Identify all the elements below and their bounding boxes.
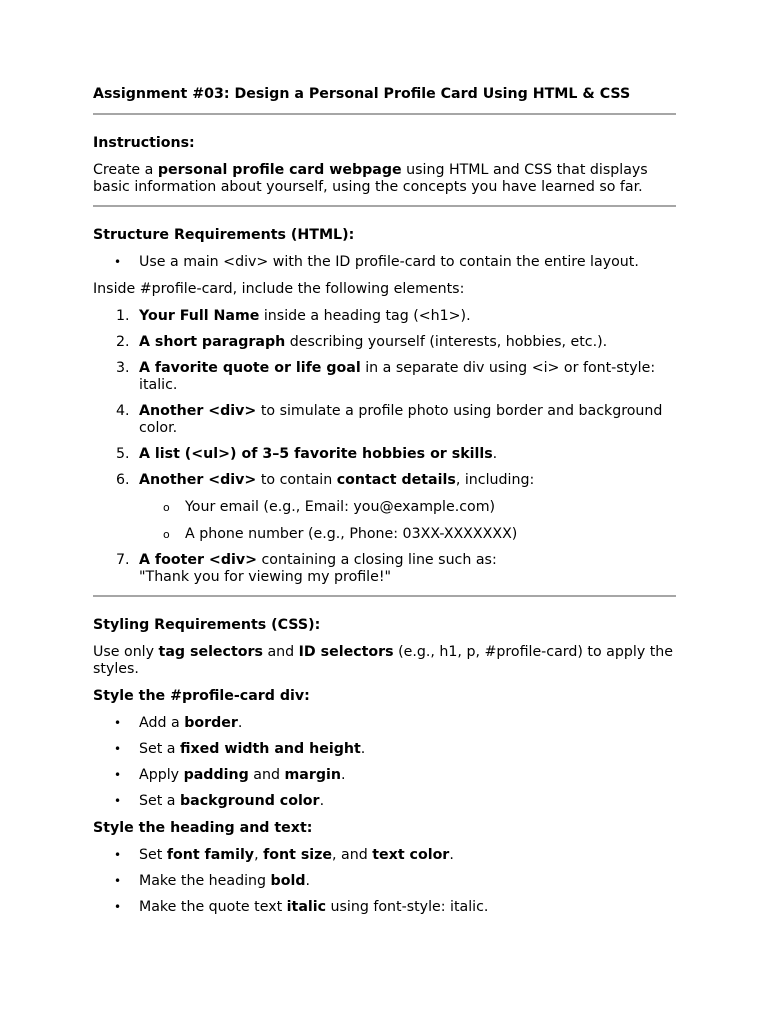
- list-item: • Use a main <div> with the ID profile-card to contain the entire layout.: [114, 254, 639, 270]
- structure-bullet-list: [93, 254, 676, 271]
- bullet-icon: •: [114, 900, 122, 914]
- list-item: 7. A footer <div> containing a closing line such as: "Thank you for viewing my profile!": [116, 552, 497, 585]
- structure-heading: Structure Requirements (HTML):: [93, 227, 355, 243]
- sub-bullet-icon: o: [163, 528, 170, 541]
- list-item: • Set a background color.: [114, 793, 325, 809]
- list-item: • Set a fixed width and height.: [114, 741, 366, 757]
- list-item: o A phone number (e.g., Phone: 03XX-XXXXXXX): [163, 526, 518, 542]
- document-content: [93, 86, 676, 916]
- intro-paragraph: Create a personal profile card webpage using HTML and CSS that displays basic information about yourself, using the concepts you have learned so far.: [93, 162, 648, 195]
- structure-ordered-list: [93, 308, 676, 586]
- contact-sublist: [139, 499, 676, 543]
- list-item: 3. A favorite quote or life goal in a separate div using <i> or font-style: italic.: [116, 360, 656, 393]
- list-item: 5. A list (<ul>) of 3–5 favorite hobbies or skills.: [116, 446, 498, 462]
- list-item: 4. Another <div> to simulate a profile photo using border and background color.: [116, 403, 663, 436]
- bullet-icon: •: [114, 874, 122, 888]
- card-style-list: [93, 715, 676, 810]
- inside-paragraph: Inside #profile-card, include the following elements:: [93, 281, 465, 297]
- list-item: 2. A short paragraph describing yourself (interests, hobbies, etc.).: [116, 334, 608, 350]
- assignment-title: Assignment #03: Design a Personal Profile Card Using HTML & CSS: [93, 86, 631, 102]
- text-style-list: [93, 847, 676, 916]
- list-item: • Apply padding and margin.: [114, 767, 346, 783]
- list-item: • Set font family, font size, and text color.: [114, 847, 454, 863]
- bullet-icon: •: [114, 716, 122, 730]
- bullet-icon: •: [114, 255, 122, 269]
- bullet-icon: •: [114, 742, 122, 756]
- styling-heading: Styling Requirements (CSS):: [93, 617, 321, 633]
- bullet-icon: •: [114, 848, 122, 862]
- list-item: 6. Another <div> to contain contact details, including: o Your email (e.g., Email: you@example.com) o A phone number (e.g., Phone: 03XX-XXXXXXX): [93, 472, 676, 543]
- list-item: 1. Your Full Name inside a heading tag (<h1>).: [116, 308, 471, 324]
- list-item: o Your email (e.g., Email: you@example.com): [163, 499, 496, 515]
- list-item: • Add a border.: [114, 715, 243, 731]
- instructions-heading: Instructions:: [93, 135, 195, 151]
- profile-card-style-heading: Style the #profile-card div:: [93, 688, 310, 704]
- selectors-paragraph: Use only tag selectors and ID selectors (e.g., h1, p, #profile-card) to apply the styles.: [93, 644, 674, 677]
- bullet-icon: •: [114, 768, 122, 782]
- text-style-heading: Style the heading and text:: [93, 820, 313, 836]
- list-item: • Make the heading bold.: [114, 873, 310, 889]
- bullet-icon: •: [114, 794, 122, 808]
- sub-bullet-icon: o: [163, 501, 170, 514]
- list-item: • Make the quote text italic using font-style: italic.: [114, 899, 489, 915]
